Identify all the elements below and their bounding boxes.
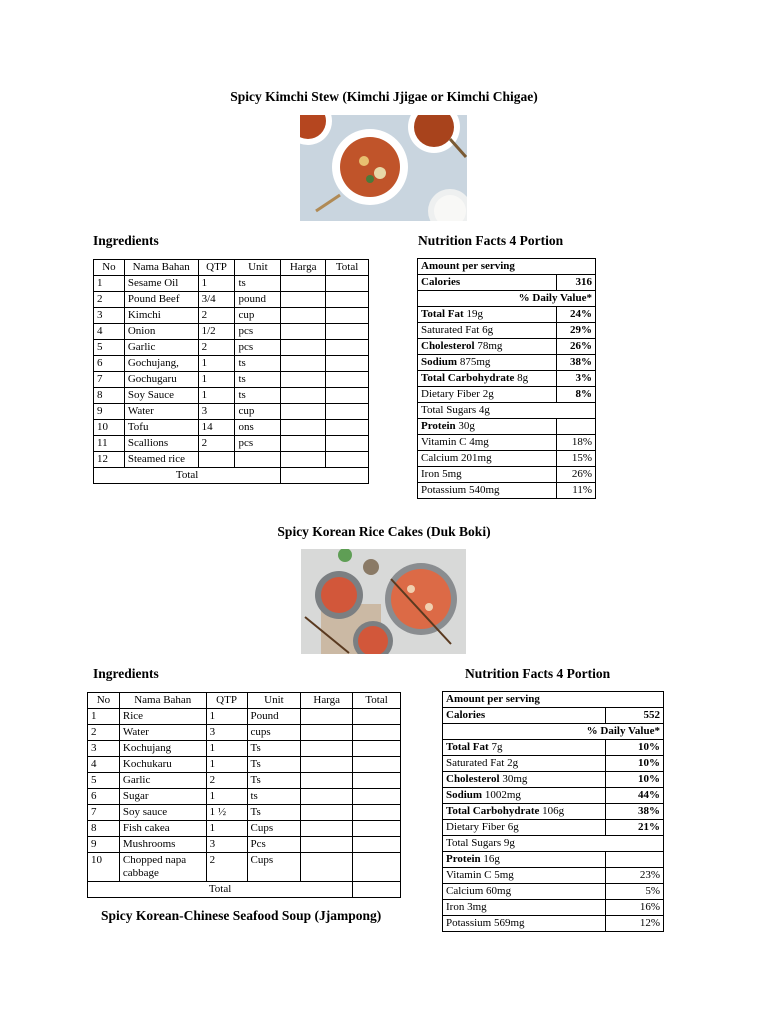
ingredient-name: Fish cakea: [119, 821, 206, 837]
mineral-daily-value: 16%: [606, 900, 664, 916]
calories-row: [443, 708, 664, 724]
nutrient-label: Total Fat: [421, 308, 464, 320]
ingredient-qty: 1 ½: [206, 805, 247, 821]
ingredient-unit: ts: [235, 276, 281, 292]
ingredient-no: 8: [88, 821, 120, 837]
nutrient-amount: 6g: [504, 821, 519, 833]
ingredient-total: [353, 741, 401, 757]
nutrient-label: Saturated Fat: [421, 324, 480, 336]
ingredient-total: [326, 276, 369, 292]
ingredient-qty: 2: [198, 340, 235, 356]
ingredient-row: [88, 805, 401, 821]
nutrient-amount: 875mg: [457, 356, 491, 368]
ingredient-name: Soy sauce: [119, 805, 206, 821]
ingredient-no: 3: [88, 741, 120, 757]
ingredient-total: [326, 308, 369, 324]
column-header: No: [88, 693, 120, 709]
mineral-daily-value: 15%: [557, 451, 596, 467]
ingredient-unit: cup: [235, 308, 281, 324]
column-header: Harga: [281, 260, 326, 276]
ingredient-price: [301, 837, 353, 853]
recipe1-nutrition-table: [417, 258, 596, 499]
mineral-label: Potassium 569mg: [443, 916, 606, 932]
nutrient-label: Dietary Fiber: [446, 821, 505, 833]
nutrient-row: [418, 387, 596, 403]
ingredient-qty: 1: [198, 356, 235, 372]
ingredient-qty: [198, 452, 235, 468]
ingredient-name: Sugar: [119, 789, 206, 805]
column-header: Total: [353, 693, 401, 709]
nutrient-daily-value: 21%: [606, 820, 664, 836]
recipe1-ingredients-header-row: [94, 260, 369, 276]
protein-row: [443, 852, 664, 868]
calories-label: Calories: [418, 275, 557, 291]
nutrient-daily-value: 10%: [606, 756, 664, 772]
ingredient-no: 9: [88, 837, 120, 853]
ingredient-no: 2: [88, 725, 120, 741]
ingredient-no: 6: [94, 356, 125, 372]
protein-amount: 16g: [480, 853, 500, 865]
ingredient-row: [88, 853, 401, 882]
ingredient-price: [301, 773, 353, 789]
ingredient-qty: 1: [198, 388, 235, 404]
nutrient-label: Sodium: [421, 356, 458, 368]
nutrient-daily-value: 8%: [557, 387, 596, 403]
nutrient-label: Total Carbohydrate: [446, 805, 540, 817]
ingredient-price: [301, 757, 353, 773]
mineral-label: Vitamin C 4mg: [418, 435, 557, 451]
daily-value-header: % Daily Value*: [418, 291, 596, 307]
nutrient-row: [443, 740, 664, 756]
nutrient-label: Sodium: [446, 789, 483, 801]
ingredient-unit: ons: [235, 420, 281, 436]
ingredient-price: [301, 853, 353, 882]
column-header: Nama Bahan: [119, 693, 206, 709]
column-header: Total: [326, 260, 369, 276]
ingredient-no: 3: [94, 308, 125, 324]
ingredient-price: [281, 420, 326, 436]
recipe2-title: Spicy Korean Rice Cakes (Duk Boki): [277, 524, 491, 539]
ingredient-unit: ts: [235, 356, 281, 372]
ingredient-no: 6: [88, 789, 120, 805]
ingredient-no: 2: [94, 292, 125, 308]
mineral-row: [418, 435, 596, 451]
mineral-daily-value: 26%: [557, 467, 596, 483]
nutrient-daily-value: 26%: [557, 339, 596, 355]
recipe2-ingredients-heading: Ingredients: [93, 666, 159, 681]
nutrient-cell: [443, 788, 606, 804]
mineral-row: [418, 483, 596, 499]
mineral-daily-value: 18%: [557, 435, 596, 451]
mineral-daily-value: 11%: [557, 483, 596, 499]
recipe3-title: Spicy Korean-Chinese Seafood Soup (Jjampong): [101, 908, 382, 923]
ingredient-no: 1: [88, 709, 120, 725]
ingredient-name: Onion: [124, 324, 198, 340]
ingredient-price: [281, 436, 326, 452]
ingredient-price: [281, 388, 326, 404]
ingredient-no: 7: [94, 372, 125, 388]
protein-cell: [443, 852, 606, 868]
amount-per-serving: Amount per serving: [418, 259, 596, 275]
total-sugars: Total Sugars 9g: [443, 836, 664, 852]
ingredient-no: 12: [94, 452, 125, 468]
nutrient-amount: 8g: [514, 372, 529, 384]
recipe1-ingredients-heading: Ingredients: [93, 233, 159, 248]
ingredient-total: [326, 340, 369, 356]
ingredient-qty: 1: [206, 741, 247, 757]
mineral-label: Iron 5mg: [418, 467, 557, 483]
column-header: QTP: [206, 693, 247, 709]
kimchi-stew-photo: [300, 115, 467, 221]
mineral-row: [418, 451, 596, 467]
nutrient-cell: [418, 371, 557, 387]
mineral-row: [443, 916, 664, 932]
column-header: Harga: [301, 693, 353, 709]
ingredient-total: [326, 372, 369, 388]
ingredient-total: [326, 388, 369, 404]
ingredient-row: [94, 356, 369, 372]
amount-per-serving-row: [418, 259, 596, 275]
mineral-label: Iron 3mg: [443, 900, 606, 916]
ingredient-unit: pound: [235, 292, 281, 308]
total-sugars-row: [418, 403, 596, 419]
ingredient-row: [94, 452, 369, 468]
ingredient-no: 5: [88, 773, 120, 789]
ingredient-row: [94, 292, 369, 308]
recipe2-total-row: [88, 882, 401, 898]
ingredient-name: Kimchi: [124, 308, 198, 324]
ingredient-unit: Ts: [247, 773, 301, 789]
calories-row: [418, 275, 596, 291]
ingredient-unit: [235, 452, 281, 468]
mineral-row: [418, 467, 596, 483]
mineral-row: [443, 868, 664, 884]
mineral-label: Calcium 201mg: [418, 451, 557, 467]
ingredient-price: [281, 324, 326, 340]
protein-label: Protein: [421, 420, 456, 432]
protein-daily-value: [606, 852, 664, 868]
mineral-daily-value: 23%: [606, 868, 664, 884]
ingredient-qty: 3: [198, 404, 235, 420]
ingredient-row: [88, 725, 401, 741]
ingredient-name: Sesame Oil: [124, 276, 198, 292]
calories-value: 316: [557, 275, 596, 291]
ingredient-row: [88, 773, 401, 789]
mineral-label: Potassium 540mg: [418, 483, 557, 499]
ingredient-row: [88, 709, 401, 725]
ingredient-row: [94, 324, 369, 340]
ingredient-no: 10: [94, 420, 125, 436]
nutrient-cell: [418, 307, 557, 323]
ingredient-row: [94, 276, 369, 292]
nutrient-row: [443, 756, 664, 772]
ingredient-qty: 1/2: [198, 324, 235, 340]
ingredient-total: [353, 725, 401, 741]
ingredient-price: [301, 805, 353, 821]
ingredient-name: Scallions: [124, 436, 198, 452]
nutrient-cell: [443, 772, 606, 788]
nutrient-row: [418, 323, 596, 339]
nutrient-daily-value: 10%: [606, 772, 664, 788]
ingredient-name: Chopped napa cabbage: [119, 853, 206, 882]
ingredient-name: Pound Beef: [124, 292, 198, 308]
ingredient-price: [301, 709, 353, 725]
recipe1-total-row: [94, 468, 369, 484]
nutrient-label: Saturated Fat: [446, 757, 505, 769]
ingredient-unit: cups: [247, 725, 301, 741]
nutrient-row: [418, 307, 596, 323]
mineral-row: [443, 900, 664, 916]
ingredient-no: 5: [94, 340, 125, 356]
ingredient-row: [88, 789, 401, 805]
ingredient-row: [94, 340, 369, 356]
column-header: Unit: [235, 260, 281, 276]
nutrient-cell: [443, 820, 606, 836]
mineral-label: Vitamin C 5mg: [443, 868, 606, 884]
calories-value: 552: [606, 708, 664, 724]
amount-per-serving-row: [443, 692, 664, 708]
ingredient-total: [326, 292, 369, 308]
nutrient-daily-value: 29%: [557, 323, 596, 339]
ingredient-price: [301, 741, 353, 757]
ingredient-price: [281, 452, 326, 468]
nutrient-row: [418, 355, 596, 371]
recipe1-ingredients-table: [93, 259, 369, 484]
amount-per-serving: Amount per serving: [443, 692, 664, 708]
ingredient-qty: 2: [206, 853, 247, 882]
ingredient-unit: pcs: [235, 340, 281, 356]
nutrient-amount: 7g: [488, 741, 503, 753]
ingredient-qty: 1: [198, 372, 235, 388]
nutrient-row: [443, 772, 664, 788]
ingredient-total: [326, 356, 369, 372]
ingredient-qty: 2: [206, 773, 247, 789]
ingredient-no: 10: [88, 853, 120, 882]
ingredient-row: [88, 757, 401, 773]
ingredient-unit: Ts: [247, 757, 301, 773]
ingredient-qty: 1: [206, 821, 247, 837]
recipe2-nutrition-table: [442, 691, 664, 932]
ingredient-unit: Cups: [247, 853, 301, 882]
ingredient-unit: ts: [235, 372, 281, 388]
ingredient-unit: Pcs: [247, 837, 301, 853]
ingredient-price: [301, 725, 353, 741]
ingredient-qty: 2: [198, 436, 235, 452]
ingredient-name: Kochujang: [119, 741, 206, 757]
total-label: Total: [94, 468, 281, 484]
protein-row: [418, 419, 596, 435]
recipe2-ingredients-table: [87, 692, 401, 898]
protein-amount: 30g: [455, 420, 475, 432]
nutrient-row: [443, 820, 664, 836]
nutrient-amount: 19g: [463, 308, 483, 320]
ingredient-no: 8: [94, 388, 125, 404]
ingredient-unit: pcs: [235, 324, 281, 340]
ingredient-name: Water: [124, 404, 198, 420]
nutrient-cell: [418, 387, 557, 403]
nutrient-row: [418, 339, 596, 355]
nutrient-cell: [443, 756, 606, 772]
ingredient-price: [281, 308, 326, 324]
protein-label: Protein: [446, 853, 481, 865]
ingredient-total: [326, 404, 369, 420]
nutrient-daily-value: 38%: [557, 355, 596, 371]
ingredient-total: [326, 452, 369, 468]
nutrient-amount: 30mg: [499, 773, 528, 785]
ingredient-total: [353, 757, 401, 773]
ingredient-name: Garlic: [119, 773, 206, 789]
nutrient-amount: 6g: [479, 324, 494, 336]
ingredient-row: [88, 741, 401, 757]
calories-label: Calories: [443, 708, 606, 724]
ingredient-total: [326, 324, 369, 340]
ingredient-price: [301, 789, 353, 805]
ingredient-total: [353, 773, 401, 789]
ingredient-price: [281, 292, 326, 308]
total-sugars-row: [443, 836, 664, 852]
ingredient-name: Mushrooms: [119, 837, 206, 853]
nutrient-amount: 106g: [539, 805, 565, 817]
protein-cell: [418, 419, 557, 435]
recipe1-nutrition-heading: Nutrition Facts 4 Portion: [418, 233, 564, 248]
nutrient-row: [418, 371, 596, 387]
ingredient-price: [281, 276, 326, 292]
ingredient-no: 9: [94, 404, 125, 420]
daily-value-row: [443, 724, 664, 740]
ingredient-row: [94, 420, 369, 436]
ingredient-unit: Cups: [247, 821, 301, 837]
nutrient-daily-value: 44%: [606, 788, 664, 804]
ingredient-unit: cup: [235, 404, 281, 420]
ingredient-total: [353, 789, 401, 805]
recipe2-ingredients-header-row: [88, 693, 401, 709]
ingredient-unit: ts: [235, 388, 281, 404]
ingredient-qty: 3/4: [198, 292, 235, 308]
mineral-daily-value: 5%: [606, 884, 664, 900]
ingredient-name: Garlic: [124, 340, 198, 356]
ingredient-unit: Pound: [247, 709, 301, 725]
column-header: Nama Bahan: [124, 260, 198, 276]
ingredient-qty: 3: [206, 725, 247, 741]
nutrient-amount: 78mg: [474, 340, 503, 352]
ingredient-name: Tofu: [124, 420, 198, 436]
ingredient-total: [353, 709, 401, 725]
total-label: Total: [88, 882, 353, 898]
nutrient-daily-value: 3%: [557, 371, 596, 387]
ingredient-no: 7: [88, 805, 120, 821]
nutrient-row: [443, 804, 664, 820]
ingredient-unit: pcs: [235, 436, 281, 452]
nutrient-cell: [418, 339, 557, 355]
total-value: [281, 468, 369, 484]
nutrient-label: Total Fat: [446, 741, 489, 753]
ingredient-no: 11: [94, 436, 125, 452]
nutrient-label: Cholesterol: [446, 773, 500, 785]
ingredient-name: Steamed rice: [124, 452, 198, 468]
ingredient-qty: 1: [206, 757, 247, 773]
ingredient-unit: Ts: [247, 741, 301, 757]
ingredient-qty: 3: [206, 837, 247, 853]
rice-cakes-photo: [301, 549, 466, 654]
ingredient-row: [94, 308, 369, 324]
ingredient-no: 4: [94, 324, 125, 340]
ingredient-qty: 1: [198, 276, 235, 292]
ingredient-row: [94, 388, 369, 404]
nutrient-label: Total Carbohydrate: [421, 372, 515, 384]
mineral-row: [443, 884, 664, 900]
mineral-label: Calcium 60mg: [443, 884, 606, 900]
ingredient-qty: 14: [198, 420, 235, 436]
ingredient-row: [94, 372, 369, 388]
ingredient-total: [326, 436, 369, 452]
column-header: Unit: [247, 693, 301, 709]
total-value: [353, 882, 401, 898]
ingredient-price: [281, 404, 326, 420]
ingredient-unit: ts: [247, 789, 301, 805]
ingredient-total: [353, 805, 401, 821]
ingredient-name: Gochugaru: [124, 372, 198, 388]
ingredient-total: [353, 837, 401, 853]
nutrient-cell: [418, 323, 557, 339]
ingredient-no: 4: [88, 757, 120, 773]
ingredient-row: [94, 404, 369, 420]
nutrient-cell: [443, 804, 606, 820]
ingredient-no: 1: [94, 276, 125, 292]
recipe1-title: Spicy Kimchi Stew (Kimchi Jjigae or Kimchi Chigae): [230, 89, 538, 104]
nutrient-label: Dietary Fiber: [421, 388, 480, 400]
mineral-daily-value: 12%: [606, 916, 664, 932]
recipe2-nutrition-heading: Nutrition Facts 4 Portion: [465, 666, 611, 681]
nutrient-row: [443, 788, 664, 804]
ingredient-name: Kochukaru: [119, 757, 206, 773]
column-header: No: [94, 260, 125, 276]
daily-value-header: % Daily Value*: [443, 724, 664, 740]
daily-value-row: [418, 291, 596, 307]
ingredient-price: [281, 356, 326, 372]
ingredient-price: [281, 340, 326, 356]
nutrient-label: Cholesterol: [421, 340, 475, 352]
nutrient-daily-value: 38%: [606, 804, 664, 820]
nutrient-amount: 2g: [479, 388, 494, 400]
nutrient-daily-value: 24%: [557, 307, 596, 323]
column-header: QTP: [198, 260, 235, 276]
ingredient-row: [88, 837, 401, 853]
ingredient-price: [301, 821, 353, 837]
ingredient-name: Rice: [119, 709, 206, 725]
ingredient-qty: 2: [198, 308, 235, 324]
ingredient-total: [353, 821, 401, 837]
ingredient-name: Gochujang,: [124, 356, 198, 372]
ingredient-name: Water: [119, 725, 206, 741]
nutrient-amount: 2g: [504, 757, 519, 769]
ingredient-row: [88, 821, 401, 837]
protein-daily-value: [557, 419, 596, 435]
ingredient-total: [353, 853, 401, 882]
nutrient-amount: 1002mg: [482, 789, 521, 801]
ingredient-price: [281, 372, 326, 388]
nutrient-daily-value: 10%: [606, 740, 664, 756]
nutrient-cell: [443, 740, 606, 756]
ingredient-unit: Ts: [247, 805, 301, 821]
ingredient-row: [94, 436, 369, 452]
nutrient-cell: [418, 355, 557, 371]
ingredient-name: Soy Sauce: [124, 388, 198, 404]
ingredient-total: [326, 420, 369, 436]
total-sugars: Total Sugars 4g: [418, 403, 596, 419]
ingredient-qty: 1: [206, 709, 247, 725]
ingredient-qty: 1: [206, 789, 247, 805]
